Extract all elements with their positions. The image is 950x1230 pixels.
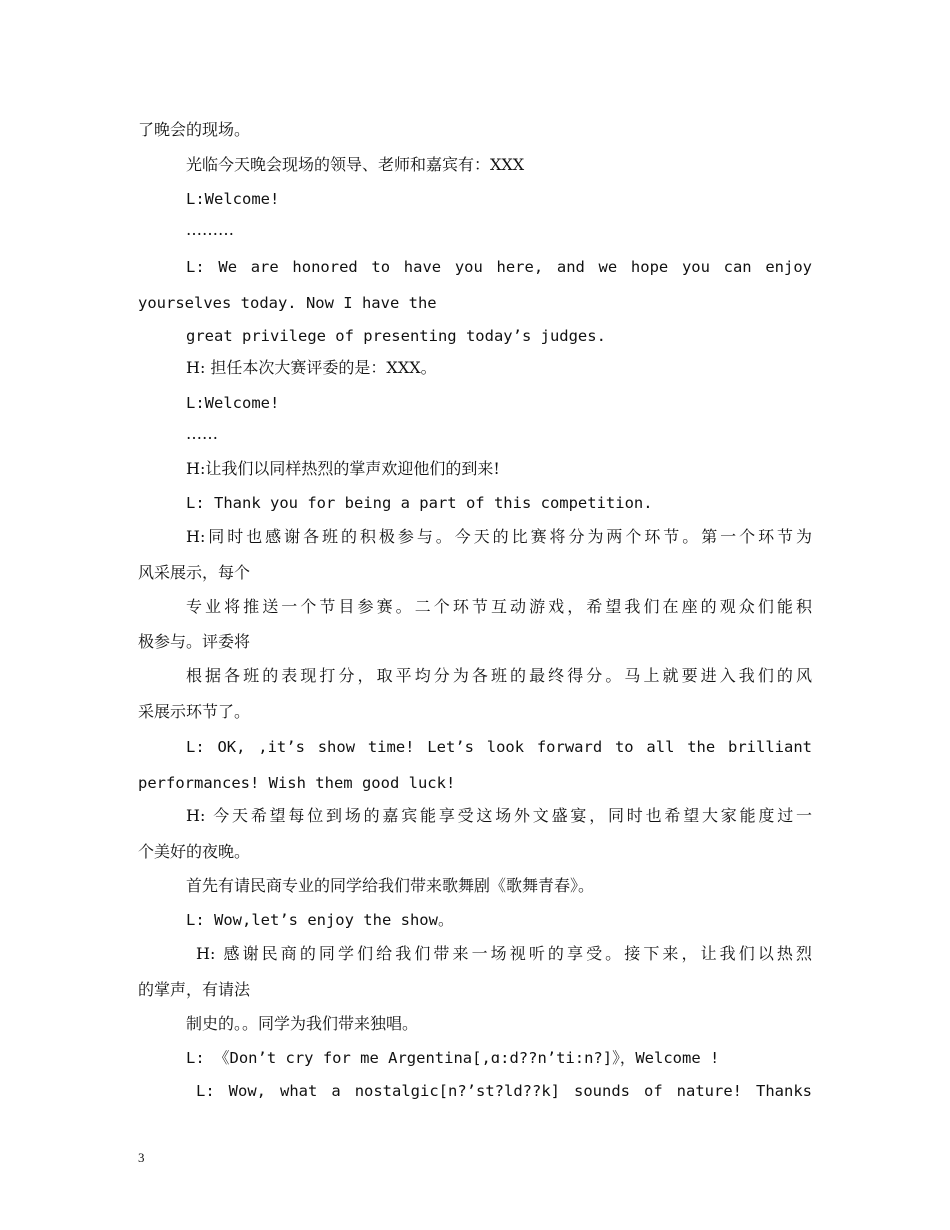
text-line: H:让我们以同样热烈的掌声欢迎他们的到来!: [186, 459, 500, 478]
text-line: L: Thank you for being a part of this competition.: [186, 494, 653, 512]
text-line: H: 今天希望每位到场的嘉宾能享受这场外文盛宴，同时也希望大家能度过一: [186, 806, 812, 825]
text-line: great privilege of presenting today’s judges.: [186, 327, 606, 345]
text-line: 制史的。。同学为我们带来独唱。: [186, 1014, 419, 1033]
text-line: performances! Wish them good luck!: [138, 774, 456, 792]
text-line: L: OK, ,it’s show time! Let’s look forward to all the brilliant: [186, 738, 812, 756]
text-line: ………: [186, 220, 234, 239]
text-line: 个美好的夜晚。: [138, 842, 251, 861]
text-line: 采展示环节了。: [138, 702, 251, 721]
text-line: 风采展示，每个: [138, 563, 251, 582]
page-number: 3: [138, 1150, 145, 1165]
text-line: 了晚会的现场。: [138, 120, 251, 139]
text-line: 极参与。评委将: [138, 632, 251, 651]
text-line: L: We are honored to have you here, and we hope you can enjoy: [186, 258, 812, 276]
text-line: yourselves today. Now I have the: [138, 294, 437, 312]
text-line: L: Wow, what a nostalgic[n?’st?ld??k] sounds of nature! Thanks: [196, 1082, 812, 1100]
text-line: L: Wow,let’s enjoy the show。: [186, 911, 454, 929]
text-line: 根据各班的表现打分，取平均分为各班的最终得分。马上就要进入我们的风: [186, 666, 812, 685]
text-line: H:同时也感谢各班的积极参与。今天的比赛将分为两个环节。第一个环节为: [186, 527, 812, 546]
text-line: H: 担任本次大赛评委的是：XXX。: [186, 358, 437, 377]
text-line: L:Welcome!: [186, 394, 280, 412]
text-line: L:Welcome!: [186, 190, 280, 208]
text-line: 首先有请民商专业的同学给我们带来歌舞剧《歌舞青春》。: [186, 876, 595, 895]
text-line: 光临今天晚会现场的领导、老师和嘉宾有：XXX: [186, 155, 525, 174]
text-line: ……: [186, 424, 218, 443]
text-line: 专业将推送一个节目参赛。二个环节互动游戏，希望我们在座的观众们能积: [186, 597, 812, 616]
text-line: L: 《Don’t cry for me Argentina[,ɑ:d??n’ti:n?]》，Welcome !: [186, 1049, 720, 1067]
text-line: 的掌声，有请法: [138, 980, 251, 999]
text-line: H: 感谢民商的同学们给我们带来一场视听的享受。接下来，让我们以热烈: [196, 944, 812, 963]
